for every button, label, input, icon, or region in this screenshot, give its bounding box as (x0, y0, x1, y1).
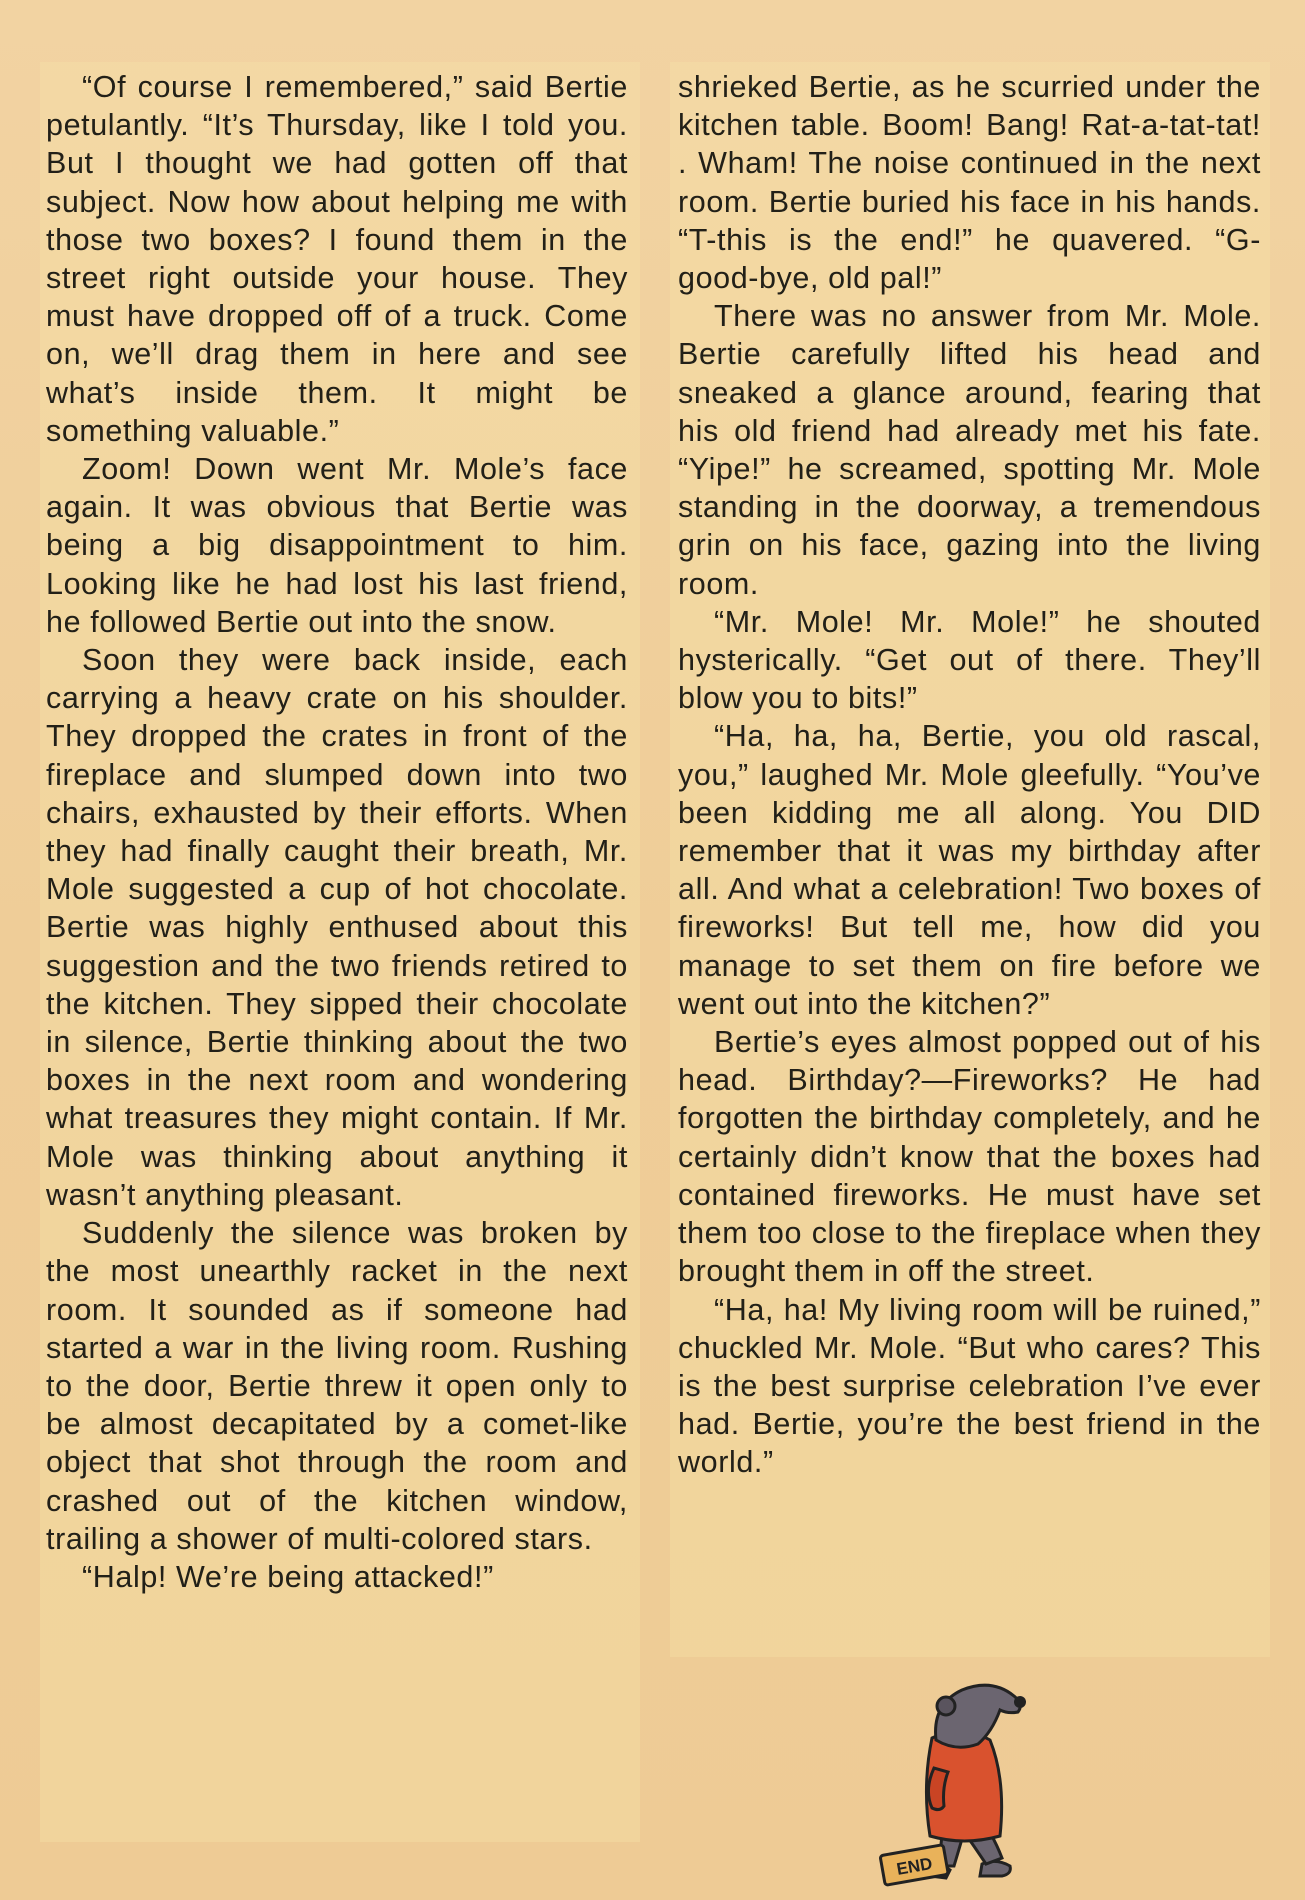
story-paragraph: “Mr. Mole! Mr. Mole!” he shouted hysterically. “Get out of there. They’ll blow you to bits!” (678, 604, 1261, 716)
story-paragraph: Suddenly the silence was broken by the most unearthly racket in the next room. It sounded as if someone had started a war in the living room. Rushing to the door, Bertie threw it open only to be almost decapitated by a comet-like object that shot through the room and crashed out of the kitchen window, trailing a shower of multi-colored stars. (46, 1216, 628, 1556)
story-paragraph: shrieked Bertie, as he scurried under the kitchen table. Boom! Bang! Rat-a-tat-tat! . Wham! The noise continued in the next room. Bertie buried his face in his hands. “T-this is the end!” he quavered. “G-good-bye, old pal!” (678, 70, 1261, 296)
right-text-column (678, 68, 1261, 1482)
mole-arm (928, 1768, 948, 1810)
left-text-column (46, 68, 628, 1596)
mole-end-illustration (862, 1668, 1062, 1888)
story-paragraph: “Of course I remembered,” said Bertie petulantly. “It’s Thursday, like I told you. But I thought we had gotten off that subject. Now how about helping me with those two boxes? I found them in the street right outside your house. They must have dropped off of a truck. Come on, we’ll drag them in here and see what’s inside them. It might be something valuable.” (46, 70, 628, 448)
mole-ear (937, 1697, 955, 1715)
story-paragraph: Zoom! Down went Mr. Mole’s face again. It was obvious that Bertie was being a big disappointment to him. Looking like he had lost his last friend, he followed Bertie out into the snow. (46, 452, 628, 639)
story-paragraph: “Ha, ha! My living room will be ruined,” chuckled Mr. Mole. “But who cares? This is the best surprise celebration I’ve ever had. Bertie, you’re the best friend in the world.” (678, 1292, 1261, 1480)
story-paragraph: There was no answer from Mr. Mole. Bertie carefully lifted his head and sneaked a glance around, fearing that his old friend had already met his fate. “Yipe!” he screamed, spotting Mr. Mole standing in the doorway, a tremendous grin on his face, gazing into the living room. (678, 299, 1261, 601)
end-sign-label: END (895, 1853, 934, 1879)
story-paragraph: Bertie’s eyes almost popped out of his head. Birthday?—Fireworks? He had forgotten the birthday completely, and he certainly didn’t know that the boxes had contained fireworks. He must have set them too close to the fireplace when they brought them in off the street. (678, 1025, 1261, 1289)
mole-nose (1014, 1696, 1026, 1708)
end-sign (880, 1845, 948, 1886)
story-paragraph: Soon they were back inside, each carrying a heavy crate on his shoulder. They dropped the crates in front of the fireplace and slumped down into two chairs, exhausted by their efforts. When they had finally caught their breath, Mr. Mole suggested a cup of hot chocolate. Bertie was highly enthused about this suggestion and the two friends retired to the kitchen. They sipped their chocolate in silence, Bertie thinking about the two boxes in the next room and wondering what treasures they might contain. If Mr. Mole was thinking about anything it wasn’t anything pleasant. (46, 643, 628, 1212)
story-paragraph: “Ha, ha, ha, Bertie, you old rascal, you,” laughed Mr. Mole gleefully. “You’ve been kidding me all along. You DID remember that it was my birthday after all. And what a celebration! Two boxes of fireworks! But tell me, how did you manage to set them on fire before we went out into the kitchen?” (678, 719, 1261, 1021)
story-paragraph: “Halp! We’re being attacked!” (82, 1559, 494, 1594)
